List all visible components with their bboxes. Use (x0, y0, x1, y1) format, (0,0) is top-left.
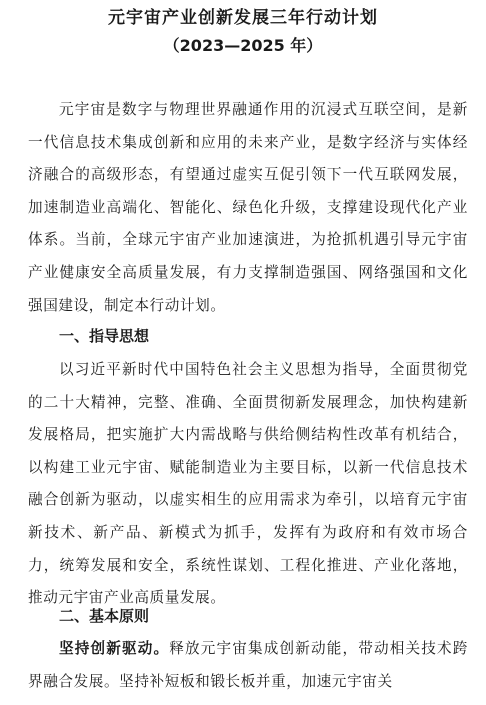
basic-principles-paragraph (28, 633, 468, 698)
document-title: 元宇宙产业创新发展三年行动计划 (108, 8, 378, 28)
principle-lead: 坚持创新驱动。 (59, 640, 170, 657)
section-heading-guiding-ideology: 一、指导思想 (59, 327, 150, 345)
principle-text: 释放元宇宙集成创新动能，带动相关技术跨界融合发展。坚持补短板和锻长板并重，加速元宇宙关 (28, 640, 468, 690)
guiding-ideology-paragraph: 以习近平新时代中国特色社会主义思想为指导，全面贯彻党的二十大精神，完整、准确、全面贯彻新发展理念，加快构建新发展格局，把实施扩大内需战略与供给侧结构性改革有机结合，以构建工业元宇宙、赋能制造业为主要目标，以新一代信息技术融合创新为驱动，以虚实相生的应用需求为牵引，以培育元宇宙新技术、新产品、新模式为抓手，发挥有为政府和有效市场合力，统筹发展和安全，系统性谋划、工程化推进、产业化落地，推动元宇宙产业高质量发展。 (28, 361, 468, 607)
document-subtitle: （2023—2025 年） (163, 36, 323, 55)
section-heading-basic-principles: 二、基本原则 (59, 607, 150, 625)
intro-paragraph: 元宇宙是数字与物理世界融通作用的沉浸式互联空间，是新一代信息技术集成创新和应用的未来产业，是数字经济与实体经济融合的高级形态，有望通过虚实互促引领下一代互联网发展，加速制造业高端化、智能化、绿色化升级，支撑建设现代化产业体系。当前，全球元宇宙产业加速演进，为抢抓机遇引导元宇宙产业健康安全高质量发展，有力支撑制造强国、网络强国和文化强国建设，制定本行动计划。 (28, 101, 468, 314)
